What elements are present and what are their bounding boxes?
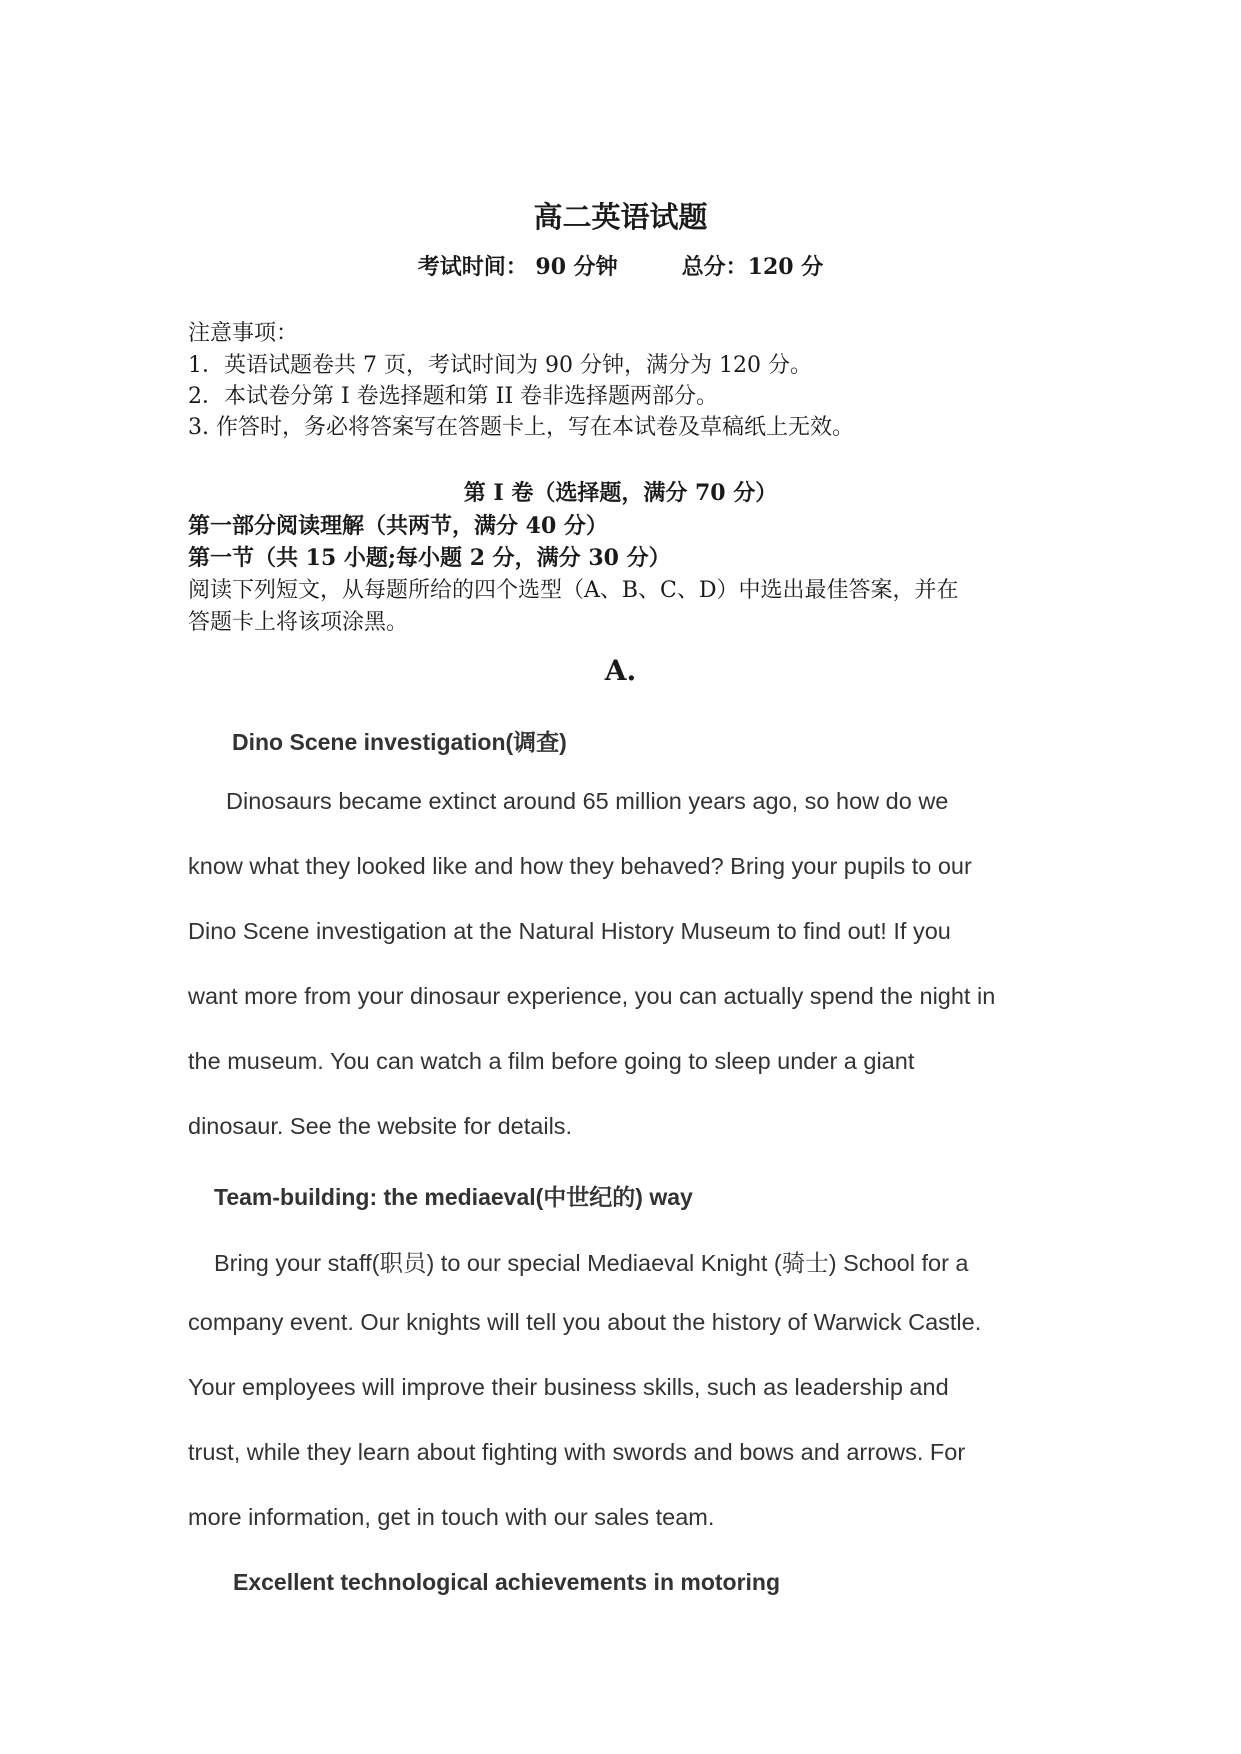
passage-heading-dino: Dino Scene investigation(调查) (232, 729, 567, 755)
passage-line: Your employees will improve their business skills, such as leadership and (188, 1374, 949, 1400)
passage-label: A. (604, 654, 637, 687)
passage-line: dinosaur. See the website for details. (188, 1113, 573, 1139)
exam-meta (0, 250, 1241, 281)
part-title: 第一部分阅读理解（共两节，满分 40 分） (188, 513, 608, 539)
subsection-title: 第一节（共 15 小题;每小题 2 分，满分 30 分） (188, 545, 671, 571)
exam-time: 考试时间： 90 分钟 (417, 254, 618, 280)
notice-item: 2．本试卷分第 I 卷选择题和第 II 卷非选择题两部分。 (188, 384, 719, 409)
instruction-line: 阅读下列短文，从每题所给的四个选型（A、B、C、D）中选出最佳答案，并在 (188, 578, 959, 603)
volume-title: 第 I 卷（选择题，满分 70 分） (463, 480, 778, 506)
exam-title: 高二英语试题 (533, 200, 708, 234)
passage-line: company event. Our knights will tell you about the history of Warwick Castle. (188, 1309, 982, 1335)
notice-item: 1．英语试题卷共 7 页，考试时间为 90 分钟，满分为 120 分。 (188, 353, 812, 378)
passage-line: trust, while they learn about fighting with swords and bows and arrows. For (188, 1439, 966, 1465)
passage-heading-motoring: Excellent technological achievements in motoring (233, 1569, 781, 1595)
passage-line: Dinosaurs became extinct around 65 million years ago, so how do we (226, 788, 949, 814)
passage-line: the museum. You can watch a film before going to sleep under a giant (188, 1048, 915, 1074)
passage-line: want more from your dinosaur experience, you can actually spend the night in (188, 983, 996, 1009)
instruction-line: 答题卡上将该项涂黑。 (188, 610, 409, 635)
passage-line: more information, get in touch with our sales team. (188, 1504, 715, 1530)
passage-line: know what they looked like and how they behaved? Bring your pupils to our (188, 853, 972, 879)
passage-line: Bring your staff(职员) to our special Mediaeval Knight (骑士) School for a (214, 1250, 969, 1276)
notice-heading: 注意事项： (188, 321, 299, 346)
passage-line: Dino Scene investigation at the Natural History Museum to find out! If you (188, 918, 951, 944)
exam-total-score: 总分：120 分 (681, 254, 824, 280)
passage-heading-team-building: Team-building: the mediaeval(中世纪的) way (214, 1184, 693, 1210)
notice-item: 3. 作答时，务必将答案写在答题卡上，写在本试卷及草稿纸上无效。 (188, 415, 854, 440)
